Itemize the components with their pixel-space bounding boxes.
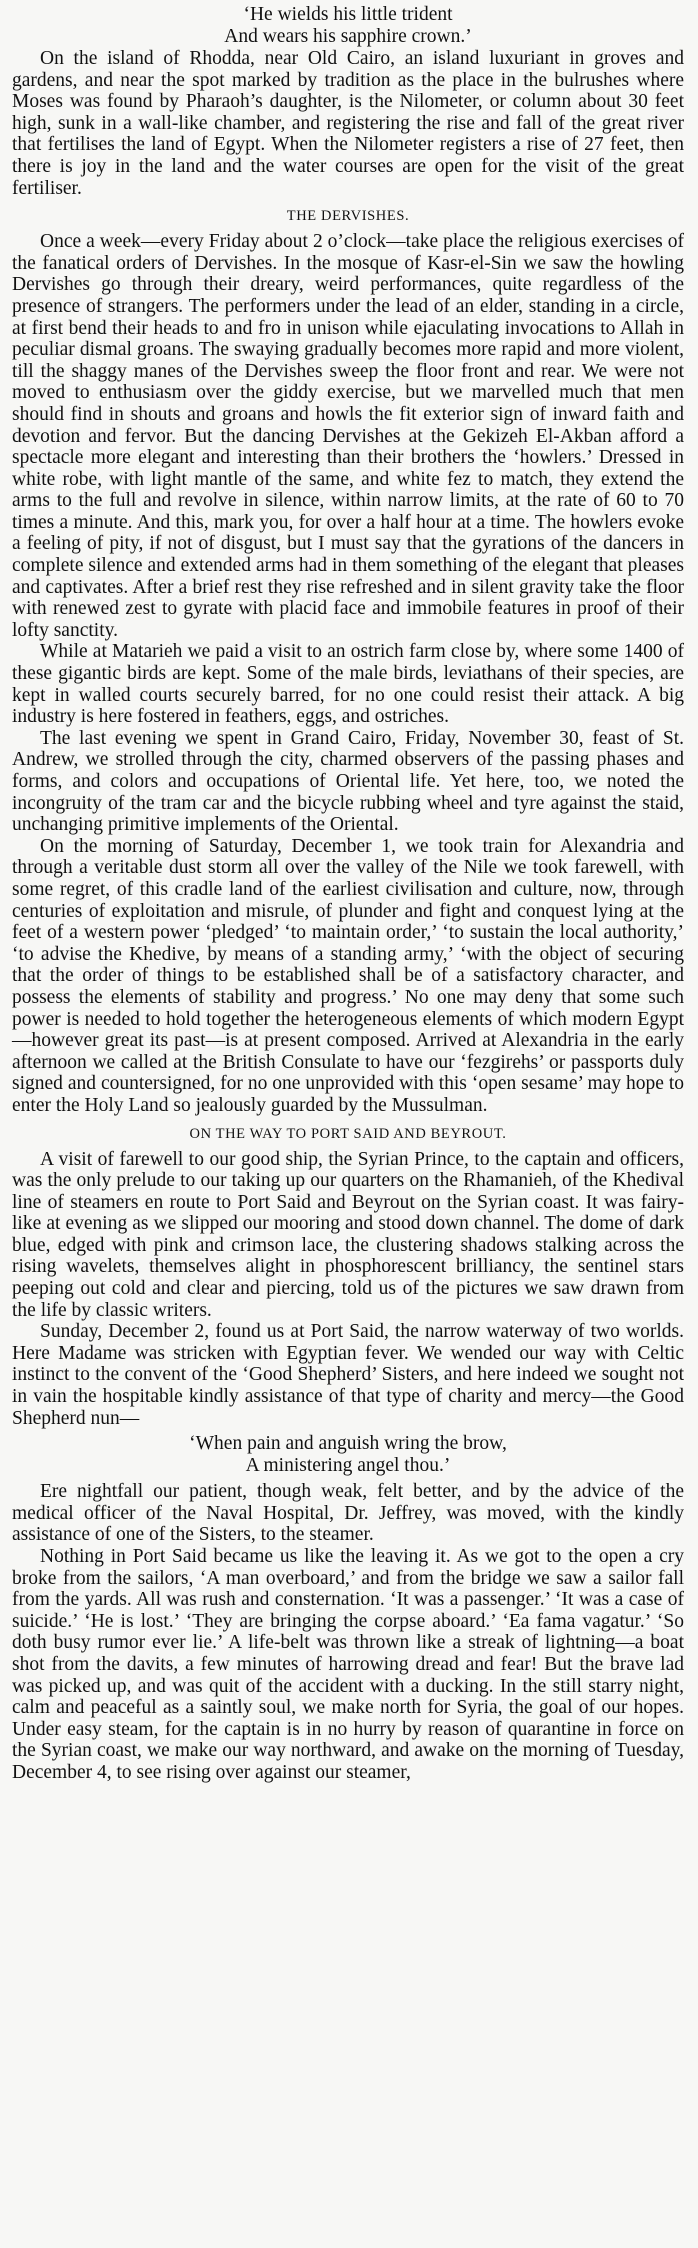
dervishes-paragraph: Once a week—every Friday about 2 o’clock—take place the religious exercises of the fanatical orders of Dervishes. In the mosque of Kasr-el-Sin we saw the howling Dervishes go through their dreary, weird performances, quite regardless of the presence of strangers. The performers under the lead of an elder, standing in a circle, at first bend their heads to and fro in unison while ejaculating invocations to Allah in peculiar dismal groans. The swaying gradually becomes more rapid and more violent, till the shaggy manes of the Dervishes sweep the floor front and rear. We were not moved to enthusiasm over the giddy exercise, but we marvelled much that men should find in shouts and groans and howls the fit exterior sign of inward faith and devotion and fervor. But the dancing Dervishes at the Gekizeh El-Akban afford a spectacle more elegant and interesting than their brothers the ‘howlers.’ Dressed in white robe, with light mantle of the same, and white fez to match, they extend the arms to the full and revolve in silence, within narrow limits, at the rate of 60 to 70 times a minute. And this, mark you, for over a half hour at a time. The howlers evoke a feeling of pity, if not of disgust, but I must say that the gyrations of the dancers in complete silence and extended arms had in them something of the elegant that pleases and captivates. After a brief rest they rise refreshed and in silent gravity take the floor with renewed zest to gyrate with placid face and immobile features in proof of their lofty sanctity. (12, 231, 684, 641)
alexandria-paragraph: On the morning of Saturday, December 1, we took train for Alexandria and through a veritable dust storm all over the valley of the Nile we took farewell, with some regret, of this cradle land of the earliest civilisation and culture, now, through centuries of exploitation and misrule, of plunder and fight and conquest lying at the feet of a western power ‘pledged’ ‘to maintain order,’ ‘to sustain the local authority,’ ‘to advise the Khedive, by means of a standing army,’ ‘with the object of securing that the order of things to be established shall be of a satisfactory character, and possess the elements of stability and progress.’ No one may deny that some such power is needed to hold together the heterogeneous elements of which modern Egypt—however great its past—is at present composed. Arrived at Alexandria in the early afternoon we called at the British Consulate to have our ‘fezgirehs’ or passports duly signed and countersigned, for no one unprovided with this ‘open sesame’ may hope to enter the Holy Land so jealously guarded by the Mussulman. (12, 835, 684, 1116)
nightfall-paragraph: Ere nightfall our patient, though weak, felt better, and by the advice of the medical officer of the Naval Hospital, Dr. Jeffrey, was moved, with the kindly assistance of one of the Sisters, to the steamer. (12, 1481, 684, 1546)
ostrich-farm-paragraph: While at Matarieh we paid a visit to an ostrich farm close by, where some 1400 of these gigantic birds are kept. Some of the male birds, leviathans of their species, are kept in walled courts securely barred, for no one could resist their attack. A big industry is here fostered in feathers, eggs, and ostriches. (12, 641, 684, 728)
ministering-angel-verse (12, 1433, 684, 1477)
cairo-evening-paragraph: The last evening we spent in Grand Cairo, Friday, November 30, feast of St. Andrew, we strolled through the city, charmed observers of the passing phases and forms, and colors and occupations of Oriental life. Yet here, too, we noted the incongruity of the tram car and the bicycle rubbing wheel and tyre against the staid, unchanging primitive implements of the Oriental. (12, 727, 684, 836)
verse-line: ‘He wields his little trident (243, 4, 453, 25)
dervishes-heading: THE DERVISHES. (286, 208, 410, 225)
nilometer-paragraph: On the island of Rhodda, near Old Cairo, an island luxuriant in groves and gardens, and near the spot marked by tradition as the place in the bulrushes where Moses was found by Pharaoh’s daughter, is the Nilometer, or column about 30 feet high, sunk in a wall-like chamber, and registering the rise and fall of the great river that fertilises the land of Egypt. When the Nilometer registers a rise of 27 feet, then there is joy in the land and the water courses are open for the visit of the great fertiliser. (12, 48, 684, 199)
opening-verse (12, 4, 684, 48)
man-overboard-paragraph: Nothing in Port Said became us like the leaving it. As we got to the open a cry broke from the sailors, ‘A man overboard,’ and from the bridge we saw a sailor fall from the yards. All was rush and consternation. ‘It was a passenger.’ ‘It was a case of suicide.’ ‘He is lost.’ ‘They are bringing the corpse aboard.’ ‘Ea fama vagatur.’ ‘So doth busy rumor ever lie.’ A life-belt was thrown like a streak of lightning—a boat shot from the davits, a few minutes of harrowing dread and fear! But the brave lad was picked up, and was quit of the accident with a ducking. In the still starry night, calm and peaceful as a saintly soul, we make north for Syria, the goal of our hopes. Under easy steam, for the captain is in no hurry by reason of quarantine in force on the Syrian coast, we make our way northward, and awake on the morning of Tuesday, December 4, to see rising over against our steamer, (12, 1546, 684, 1783)
verse-line: A ministering angel thou.’ (245, 1455, 451, 1477)
verse-line: ‘When pain and anguish wring the brow, (189, 1433, 507, 1455)
verse-line: And wears his sapphire crown.’ (224, 26, 472, 47)
port-said-paragraph: Sunday, December 2, found us at Port Said, the narrow waterway of two worlds. Here Madame was stricken with Egyptian fever. We wended our way with Celtic instinct to the convent of the ‘Good Shepherd’ Sisters, and here indeed we sought not in vain the hospitable kindly assistance of that type of charity and mercy—the Good Shepherd nun— (12, 1321, 684, 1429)
farewell-paragraph: A visit of farewell to our good ship, the Syrian Prince, to the captain and officers, was the only prelude to our taking up our quarters on the Rhamanieh, of the Khedival line of steamers en route to Port Said and Beyrout on the Syrian coast. It was fairy-like at evening as we slipped our mooring and stood down channel. The dome of dark blue, edged with pink and crimson lace, the clustering shadows stalking across the rising wavelets, themselves alight in phosphorescent brilliancy, the sentinel stars peeping out cold and clear and piercing, told us of the pictures we saw drawn from the life by classic writers. (12, 1148, 684, 1321)
port-said-heading: ON THE WAY TO PORT SAID AND BEYROUT. (189, 1125, 507, 1142)
